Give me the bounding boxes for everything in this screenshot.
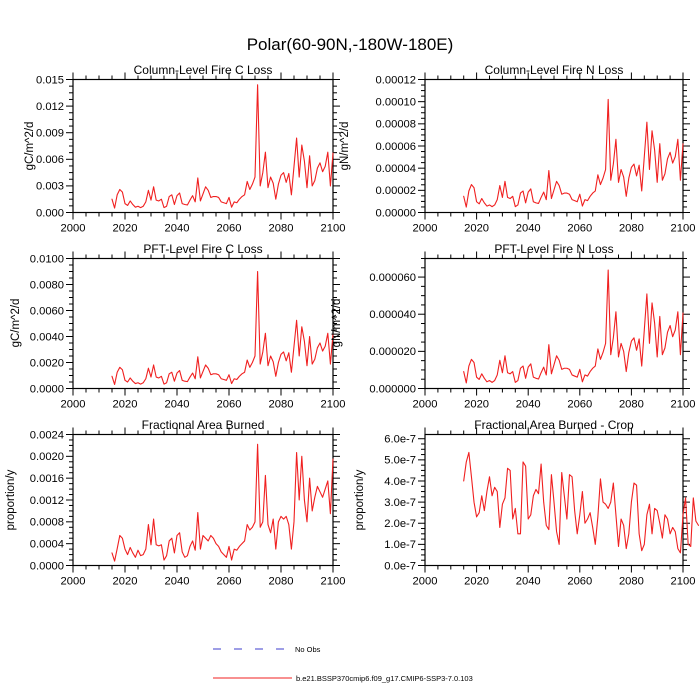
chart-column-level-fire-n-loss [376, 73, 696, 235]
x-tick-label: 2100 [320, 222, 346, 235]
x-tick-label: 2040 [515, 222, 541, 235]
x-tick-label: 2000 [412, 575, 438, 588]
x-tick-label: 2020 [112, 575, 138, 588]
x-tick-label: 2080 [618, 398, 644, 411]
y-tick-label: 0.00012 [375, 74, 416, 87]
subplot-title-fractional-area-burned: Fractional Area Burned [141, 418, 265, 432]
x-tick-label: 2100 [320, 575, 346, 588]
legend-label-no-obs: No Obs [295, 645, 321, 654]
y-tick-label: 0.000 [36, 207, 64, 220]
x-tick-label: 2020 [464, 222, 490, 235]
chart-fractional-area-burned [30, 428, 346, 588]
y-tick-label: 0.000000 [369, 383, 416, 396]
subplot-title-column-fire-n-loss: Column-Level Fire N Loss [484, 63, 624, 77]
y-tick-label: 0.0060 [29, 305, 64, 318]
y-tick-label: 0.0004 [29, 538, 64, 551]
y-tick-label: 1.0e-7 [384, 539, 416, 552]
subplot-title-fractional-area-burned-crop: Fractional Area Burned - Crop [474, 418, 634, 432]
x-tick-label: 2060 [567, 575, 593, 588]
x-tick-label: 2060 [567, 222, 593, 235]
y-tick-label: 0.0100 [29, 253, 64, 266]
x-tick-label: 2040 [515, 398, 541, 411]
x-tick-label: 2020 [464, 398, 490, 411]
y-tick-label: 0.00004 [375, 162, 416, 175]
y-tick-label: 0.0012 [29, 494, 64, 507]
x-tick-label: 2100 [320, 398, 346, 411]
x-tick-label: 2000 [60, 222, 86, 235]
chart-fractional-area-burned-crop [384, 428, 698, 588]
y-axis-label-fractional-area-burned: proportion/y [5, 469, 17, 531]
x-tick-label: 2020 [464, 575, 490, 588]
y-tick-label: 0.00002 [375, 185, 416, 198]
y-tick-label: 0.00006 [375, 140, 416, 153]
chart-pft-level-fire-n-loss [369, 252, 695, 411]
y-tick-label: 0.00008 [375, 118, 416, 131]
y-tick-label: 0.0016 [29, 472, 64, 485]
y-tick-label: 0.003 [36, 180, 64, 193]
y-tick-label: 0.0080 [29, 279, 64, 292]
subplot-title-column-fire-c-loss: Column-Level Fire C Loss [133, 63, 273, 77]
x-tick-label: 2040 [164, 398, 190, 411]
plot-frame [425, 80, 683, 213]
data-line-fractional-area-burned [112, 444, 333, 561]
x-tick-label: 2040 [164, 575, 190, 588]
data-line-column-level-fire-c-loss [112, 85, 333, 208]
y-axis-label-pft-fire-n: gN/m^2/d [331, 298, 343, 348]
legend [213, 649, 292, 678]
y-tick-label: 4.0e-7 [384, 475, 416, 488]
y-axis-label-column-fire-c: gC/m^2/d [24, 121, 36, 171]
chart-pft-level-fire-c-loss [30, 252, 346, 411]
y-tick-label: 0.0040 [29, 331, 64, 344]
subplot-title-pft-fire-n-loss: PFT-Level Fire N Loss [494, 242, 614, 256]
y-axis-label-fractional-area-burned-crop: proportion/y [354, 469, 366, 531]
x-tick-label: 2020 [112, 222, 138, 235]
x-tick-label: 2000 [412, 398, 438, 411]
y-tick-label: 0.0020 [29, 357, 64, 370]
x-tick-label: 2060 [567, 398, 593, 411]
y-tick-label: 3.0e-7 [384, 496, 416, 509]
x-tick-label: 2000 [412, 222, 438, 235]
y-tick-label: 0.0e-7 [384, 560, 416, 573]
data-line-column-level-fire-n-loss [464, 99, 683, 207]
y-tick-label: 0.000060 [369, 271, 416, 284]
data-line-fractional-area-burned-crop [464, 452, 699, 552]
y-tick-label: 2.0e-7 [384, 518, 416, 531]
data-line-pft-level-fire-c-loss [112, 272, 333, 385]
x-tick-label: 2060 [216, 222, 242, 235]
y-tick-label: 5.0e-7 [384, 454, 416, 467]
chart-column-level-fire-c-loss [36, 73, 345, 235]
legend-label-model-run: b.e21.BSSP370cmip6.f09_g17.CMIP6-SSP3-7.0.103 [296, 674, 473, 683]
x-tick-label: 2060 [216, 398, 242, 411]
x-tick-label: 2000 [60, 575, 86, 588]
x-tick-label: 2040 [164, 222, 190, 235]
y-tick-label: 0.0008 [29, 516, 64, 529]
plot-frame [73, 259, 333, 389]
y-tick-label: 0.012 [36, 100, 64, 113]
x-tick-label: 2080 [268, 398, 294, 411]
y-tick-label: 0.0024 [29, 429, 64, 442]
x-tick-label: 2000 [60, 398, 86, 411]
x-tick-label: 2060 [216, 575, 242, 588]
plot-frame [73, 435, 333, 566]
x-tick-label: 2080 [618, 222, 644, 235]
x-tick-label: 2020 [112, 398, 138, 411]
data-line-pft-level-fire-n-loss [464, 270, 683, 383]
y-tick-label: 0.0000 [29, 560, 64, 573]
y-tick-label: 0.00000 [375, 207, 416, 220]
x-tick-label: 2080 [618, 575, 644, 588]
x-tick-label: 2100 [670, 222, 696, 235]
x-tick-label: 2080 [268, 222, 294, 235]
x-tick-label: 2100 [670, 398, 696, 411]
figure-title: Polar(60-90N,-180W-180E) [246, 35, 454, 54]
y-axis-label-pft-fire-c: gC/m^2/d [10, 298, 22, 348]
x-tick-label: 2100 [670, 575, 696, 588]
y-tick-label: 0.0000 [29, 383, 64, 396]
y-tick-label: 0.015 [36, 74, 64, 87]
x-tick-label: 2080 [268, 575, 294, 588]
y-axis-label-column-fire-n: gN/m^2/d [339, 121, 351, 171]
y-tick-label: 0.0020 [29, 451, 64, 464]
y-tick-label: 0.006 [36, 154, 64, 167]
x-tick-label: 2040 [515, 575, 541, 588]
y-tick-label: 0.009 [36, 127, 64, 140]
y-tick-label: 0.000020 [369, 346, 416, 359]
y-tick-label: 6.0e-7 [384, 433, 416, 446]
y-tick-label: 0.00010 [375, 96, 416, 109]
y-tick-label: 0.000040 [369, 309, 416, 322]
subplot-title-pft-fire-c-loss: PFT-Level Fire C Loss [143, 242, 263, 256]
